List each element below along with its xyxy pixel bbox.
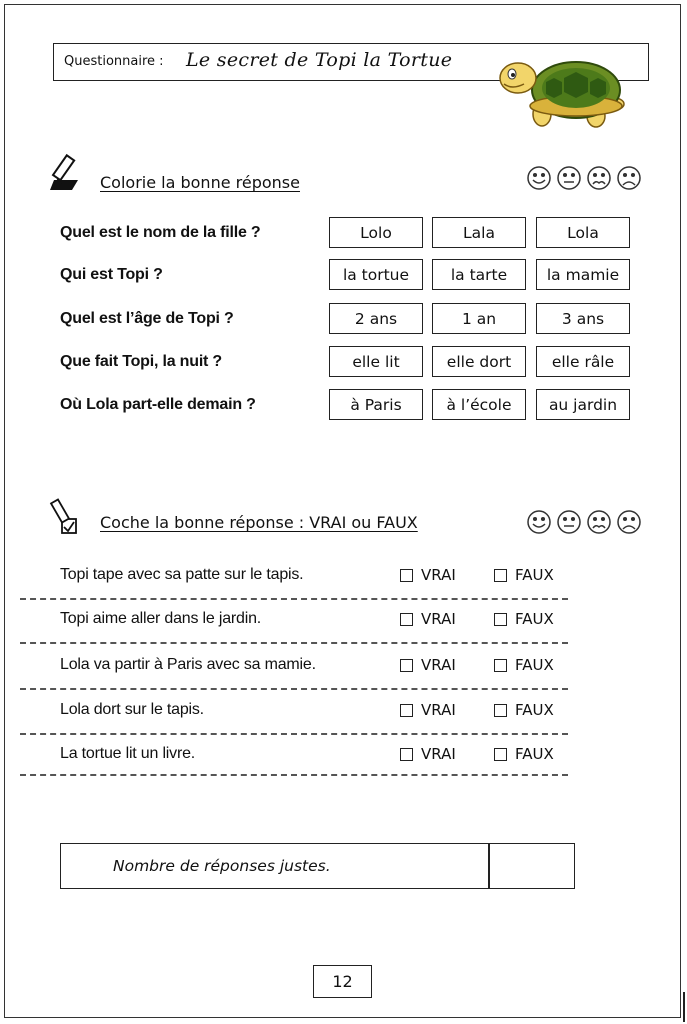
- answer-option[interactable]: à l’école: [432, 389, 526, 420]
- page-edge-mark: [683, 992, 685, 1022]
- faux-label: FAUX: [515, 610, 554, 628]
- faux-checkbox[interactable]: [494, 701, 554, 719]
- statement-5: La tortue lit un livre.: [60, 745, 196, 762]
- vrai-label: VRAI: [421, 656, 456, 674]
- score-label: Nombre de réponses justes.: [113, 857, 331, 875]
- checkbox-box[interactable]: [494, 569, 507, 582]
- pencil-icon: [44, 150, 88, 194]
- checkbox-box[interactable]: [494, 704, 507, 717]
- question-4: Que fait Topi, la nuit ?: [60, 353, 223, 370]
- answer-option[interactable]: la tarte: [432, 259, 526, 290]
- answer-option[interactable]: Lala: [432, 217, 526, 248]
- checkbox-box[interactable]: [494, 613, 507, 626]
- dashed-divider: [20, 733, 568, 735]
- question-1: Quel est le nom de la fille ?: [60, 224, 261, 241]
- statement-2: Topi aime aller dans le jardin.: [60, 610, 262, 627]
- self-assessment-smileys: [526, 164, 646, 192]
- section1-instruction: Colorie la bonne réponse: [100, 173, 300, 192]
- answer-option[interactable]: la mamie: [536, 259, 630, 290]
- faux-label: FAUX: [515, 566, 554, 584]
- section2-instruction: Coche la bonne réponse : VRAI ou FAUX: [100, 513, 418, 532]
- dashed-divider: [20, 642, 568, 644]
- page-number: 12: [313, 965, 372, 998]
- self-assessment-smileys: [526, 508, 646, 536]
- title-label: Questionnaire :: [64, 54, 164, 69]
- score-divider: [488, 844, 490, 888]
- checkbox-box[interactable]: [494, 659, 507, 672]
- vrai-label: VRAI: [421, 701, 456, 719]
- dashed-divider: [20, 598, 568, 600]
- faux-checkbox[interactable]: [494, 745, 554, 763]
- checkbox-box[interactable]: [400, 748, 413, 761]
- faux-checkbox[interactable]: [494, 610, 554, 628]
- vrai-label: VRAI: [421, 610, 456, 628]
- answer-option[interactable]: elle lit: [329, 346, 423, 377]
- faux-checkbox[interactable]: [494, 566, 554, 584]
- answer-option[interactable]: 1 an: [432, 303, 526, 334]
- vrai-checkbox[interactable]: [400, 745, 456, 763]
- checkbox-box[interactable]: [400, 704, 413, 717]
- answer-option[interactable]: Lolo: [329, 217, 423, 248]
- checkbox-box[interactable]: [494, 748, 507, 761]
- pencil-checkbox-icon: [46, 497, 90, 541]
- vrai-label: VRAI: [421, 566, 456, 584]
- question-5: Où Lola part-elle demain ?: [60, 396, 256, 413]
- checkbox-box[interactable]: [400, 613, 413, 626]
- question-2: Qui est Topi ?: [60, 266, 163, 283]
- faux-checkbox[interactable]: [494, 656, 554, 674]
- vrai-checkbox[interactable]: [400, 701, 456, 719]
- turtle-illustration: [496, 54, 628, 130]
- vrai-checkbox[interactable]: [400, 656, 456, 674]
- answer-option[interactable]: Lola: [536, 217, 630, 248]
- answer-option[interactable]: la tortue: [329, 259, 423, 290]
- statement-3: Lola va partir à Paris avec sa mamie.: [60, 656, 316, 673]
- answer-option[interactable]: à Paris: [329, 389, 423, 420]
- vrai-label: VRAI: [421, 745, 456, 763]
- statement-1: Topi tape avec sa patte sur le tapis.: [60, 566, 304, 583]
- answer-option[interactable]: 3 ans: [536, 303, 630, 334]
- dashed-divider: [20, 774, 568, 776]
- statement-4: Lola dort sur le tapis.: [60, 701, 204, 718]
- checkbox-box[interactable]: [400, 569, 413, 582]
- faux-label: FAUX: [515, 745, 554, 763]
- answer-option[interactable]: au jardin: [536, 389, 630, 420]
- vrai-checkbox[interactable]: [400, 610, 456, 628]
- vrai-checkbox[interactable]: [400, 566, 456, 584]
- dashed-divider: [20, 688, 568, 690]
- answer-option[interactable]: 2 ans: [329, 303, 423, 334]
- faux-label: FAUX: [515, 656, 554, 674]
- book-title: Le secret de Topi la Tortue: [186, 49, 453, 71]
- question-3: Quel est l’âge de Topi ?: [60, 310, 234, 327]
- score-box: [60, 843, 575, 889]
- faux-label: FAUX: [515, 701, 554, 719]
- checkbox-box[interactable]: [400, 659, 413, 672]
- answer-option[interactable]: elle dort: [432, 346, 526, 377]
- answer-option[interactable]: elle râle: [536, 346, 630, 377]
